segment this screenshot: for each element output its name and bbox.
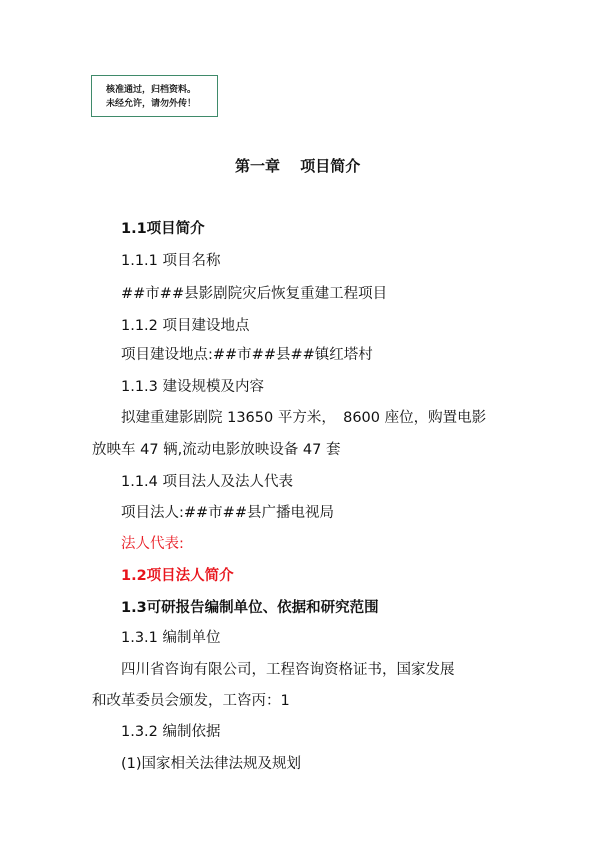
legal-representative-label: 法人代表: xyxy=(121,536,184,552)
subsection-heading-1-1-2: 1.1.2 项目建设地点 xyxy=(121,318,250,334)
scale-text-line-1: 拟建重建影剧院 13650 平方米， 8600 座位，购置电影 xyxy=(121,410,487,426)
section-heading-1-2: 1.2项目法人简介 xyxy=(121,568,234,584)
basis-item-1: (1)国家相关法律法规及规划 xyxy=(121,756,302,772)
section-heading-1-1: 1.1项目简介 xyxy=(121,221,205,237)
compiler-text-line-1: 四川省咨询有限公司，工程咨询资格证书，国家发展 xyxy=(121,662,455,678)
scale-text-line-2: 放映车 47 辆,流动电影放映设备 47 套 xyxy=(92,442,341,458)
subsection-heading-1-3-1: 1.3.1 编制单位 xyxy=(121,630,221,646)
compiler-text-line-2: 和改革委员会颁发，工咨丙：1 xyxy=(92,693,290,709)
subsection-heading-1-1-3: 1.1.3 建设规模及内容 xyxy=(121,379,265,395)
chapter-title: 第一章 项目简介 xyxy=(235,157,361,175)
subsection-heading-1-1-1: 1.1.1 项目名称 xyxy=(121,253,221,269)
section-heading-1-3: 1.3可研报告编制单位、依据和研究范围 xyxy=(121,600,379,616)
project-name-text: ##市##县影剧院灾后恢复重建工程项目 xyxy=(121,286,388,302)
project-legal-person-text: 项目法人:##市##县广播电视局 xyxy=(121,505,334,521)
stamp-line-1: 核准通过，归档资料。 xyxy=(106,85,197,95)
stamp-line-2: 未经允许，请勿外传！ xyxy=(106,99,197,109)
subsection-heading-1-3-2: 1.3.2 编制依据 xyxy=(121,724,221,740)
project-location-text: 项目建设地点:##市##县##镇红塔村 xyxy=(121,347,373,363)
subsection-heading-1-1-4: 1.1.4 项目法人及法人代表 xyxy=(121,474,294,490)
approval-stamp xyxy=(91,75,218,117)
